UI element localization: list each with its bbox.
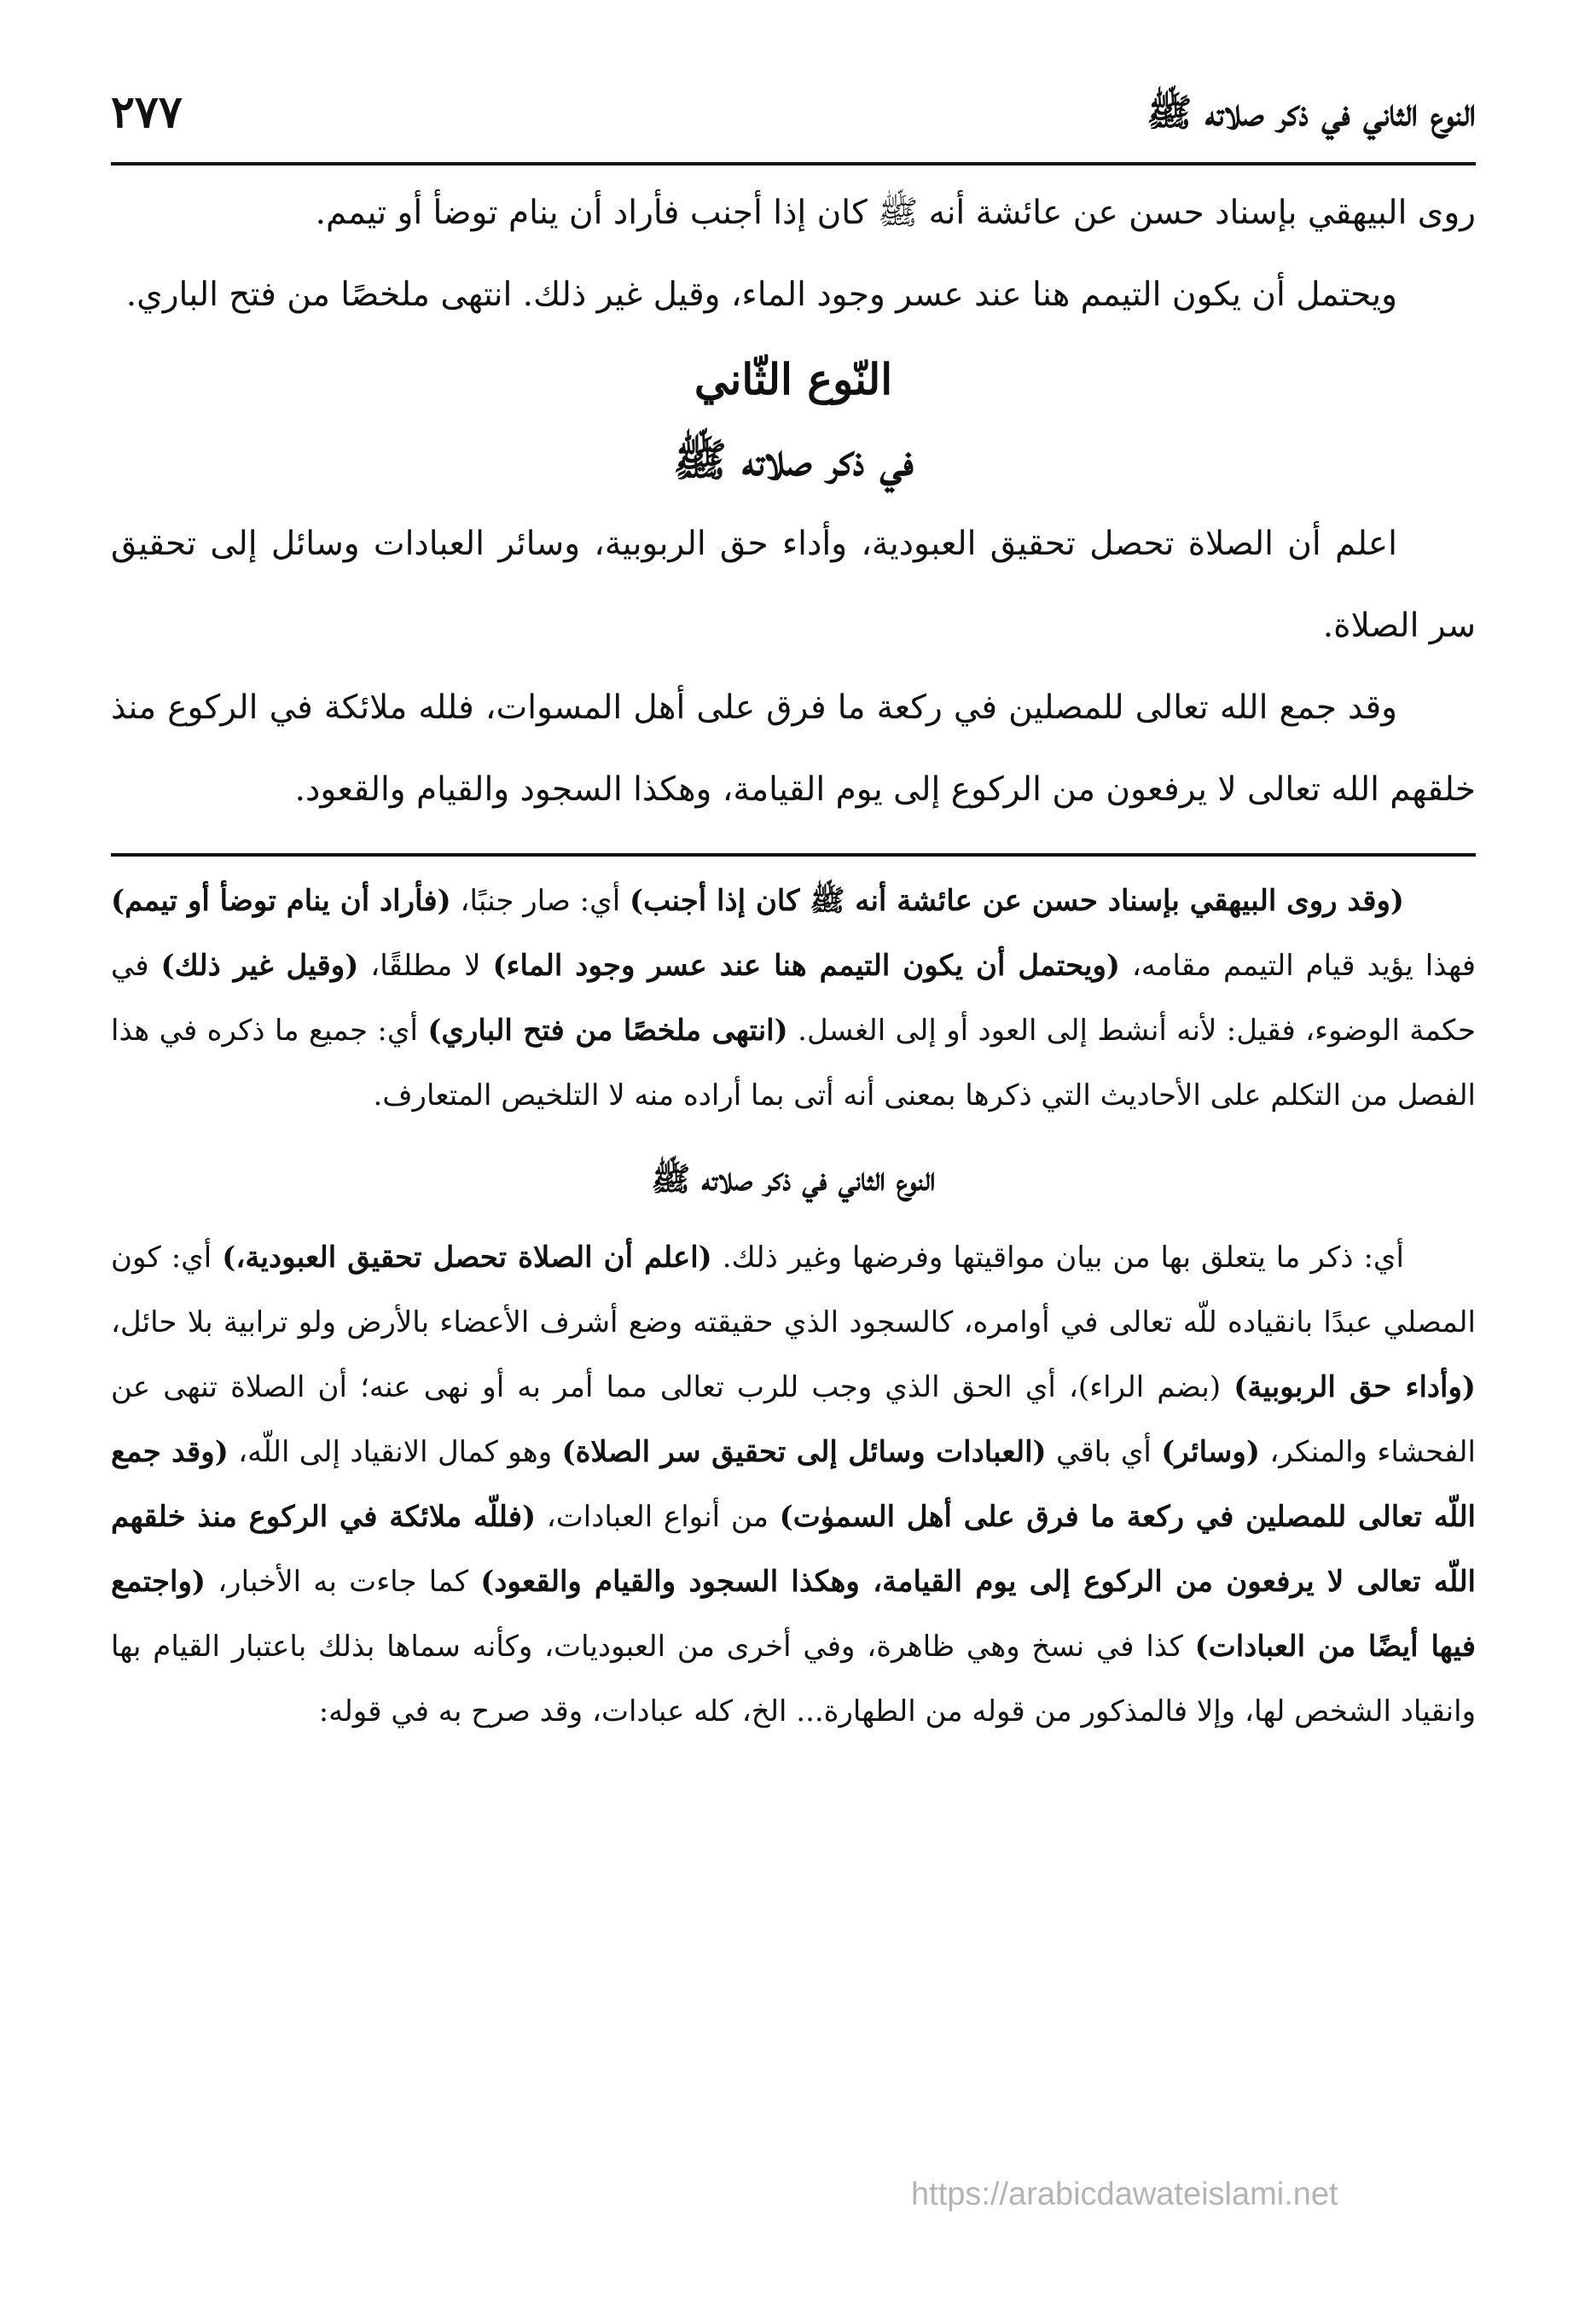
explanation-segment: أي: جميع ما ذكره في هذا الفصل من التكلم على الأحاديث التي ذكرها بمعنى أنه أتى بما أراده منه لا التلخيص المتعارف. [111,1014,1476,1113]
quoted-text-segment: (وأداء حق الربوبية) [1233,1370,1476,1404]
page-number: ٢٧٧ [111,86,183,138]
quoted-text-segment: (وقد روى البيهقي بإسناد حسن عن عائشة أنه ﷺ كان إذا أجنب) [630,884,1405,918]
quoted-text-segment: (فأراد أن ينام توضأ أو تيمم) [111,884,451,918]
quoted-text-segment: (اعلم أن الصلاة تحصل تحقيق العبودية،) [222,1240,712,1275]
quoted-text-segment: (ويحتمل أن يكون التيمم هنا عند عسر وجود الماء) [492,949,1120,983]
quoted-text-segment: (وقد جمع اللّه تعالى للمصلين في ركعة ما فرق على أهل السموٰت) [111,1435,1476,1534]
explanation-segment: أي: صار جنبًا، [450,884,630,918]
explanation-segment: أي باقي [1046,1435,1162,1469]
commentary [111,869,1476,1744]
quoted-text-segment: (وسائر) [1161,1435,1260,1469]
commentary-paragraph [111,1225,1476,1744]
explanation-segment: وهو كمال الانقياد إلى اللّه، [228,1435,562,1469]
header-rule [111,162,1476,166]
quoted-text-segment: (انتهى ملخصًا من فتح الباري) [427,1014,788,1048]
explanation-segment: (بضم الراء)، أي الحق الذي وجب للرب تعالى مما أمر به أو نهى عنه؛ أن الصلاة تنهى عن الفحشاء والمنكر، [111,1370,1476,1469]
explanation-segment: أي: ذكر ما يتعلق بها من بيان مواقيتها وفرضها وغير ذلك. [711,1240,1404,1275]
page-header [111,81,1476,162]
commentary-sub-heading: النوع الثاني في ذكر صلاته ﷺ [651,1159,936,1198]
section-heading-type: النّوع الثّاني [694,354,893,404]
section-heading-title: في ذكر صلاته ﷺ [673,434,914,486]
main-paragraph: روى البيهقي بإسناد حسن عن عائشة أنه ﷺ كان إذا أجنب فأراد أن ينام توضأ أو تيمم. [315,194,1476,232]
explanation-segment: لا مطلقًا، [358,949,493,983]
main-paragraph: وقد جمع الله تعالى للمصلين في ركعة ما فرق على أهل المسوات، فلله ملائكة في الركوع منذ خلقهم الله تعالى لا يرفعون من الركوع إلى يوم القيامة، وهكذا السجود والقيام والقعود. [111,688,1476,809]
quoted-text-segment: (فللّه ملائكة في الركوع منذ خلقهم اللّه تعالى لا يرفعون من الركوع إلى يوم القيامة، وهكذا السجود والقيام والقعود) [111,1500,1476,1599]
quoted-text-segment: (واجتمع فيها أيضًا من العبادات) [111,1565,1476,1664]
explanation-segment: كذا في نسخ وهي ظاهرة، وفي أخرى من العبوديات، وكأنه سماها بذلك باعتبار القيام بها وانقياد الشخص لها، وإلا فالمذكور من قوله من الطهارة... الخ، كله عبادات، وقد صرح به في قوله: [111,1630,1476,1728]
commentary-separator [111,853,1476,857]
explanation-segment: فهذا يؤيد قيام التيمم مقامه، [1119,949,1476,983]
explanation-segment: كما جاءت به الأخبار، [205,1565,481,1599]
explanation-segment: في حكمة الوضوء، فقيل: لأنه أنشط إلى العود أو إلى الغسل. [111,949,1476,1048]
quoted-text-segment: (العبادات وسائل إلى تحقيق سر الصلاة) [561,1435,1047,1469]
explanation-segment: من أنواع العبادات، [536,1500,780,1534]
commentary-paragraph [111,869,1476,1128]
main-paragraph: ويحتمل أن يكون التيمم هنا عند عسر وجود الماء، وقيل غير ذلك. انتهى ملخصًا من فتح الباري. [125,276,1397,314]
explanation-segment: أي: كون المصلي عبدًا بانقياده للّه تعالى في أوامره، كالسجود الذي حقيقته وضع أشرف الأعضاء بالأرض ولو ترابية بلا حائل، [111,1240,1476,1339]
quoted-text-segment: (وقيل غير ذلك) [160,949,359,983]
main-paragraph: اعلم أن الصلاة تحصل تحقيق العبودية، وأداء حق الربوبية، وسائر العبادات وسائل إلى تحقيق سر الصلاة. [111,525,1476,645]
book-page [111,81,1476,1744]
running-title: النوع الثاني في ذكر صلاته ﷺ [1146,91,1476,135]
main-text [111,172,1476,831]
watermark-url: https://arabicdawateislami.net [911,2176,1338,2212]
